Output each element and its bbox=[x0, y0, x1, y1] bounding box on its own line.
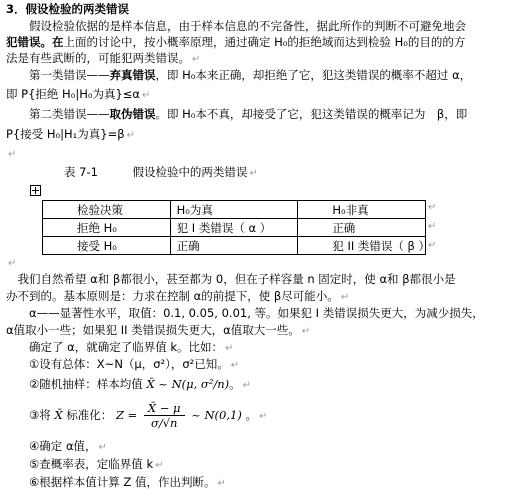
body-line-3: α——显著性水平，取值：0.1, 0.05, 0.01, 等。如果犯 I 类错误损失更大，为减少损失， bbox=[6, 306, 484, 320]
table-header-cell: 检验决策 bbox=[43, 201, 171, 219]
table-caption: 表 7-1 假设检验中的两类错误 ↵ bbox=[64, 165, 258, 179]
table-row bbox=[43, 237, 426, 255]
standardization-fraction: $\frac{X̄ - \mu}{\sigma/√n}$ bbox=[144, 401, 185, 430]
table-cell: 接受 H₀ bbox=[43, 237, 171, 255]
step-5: ⑤查概率表，定临界值 k ↵ bbox=[6, 457, 164, 471]
z-formula-lhs: Z = bbox=[115, 408, 138, 422]
paragraph-mark: ↵ bbox=[192, 54, 201, 65]
type1-error-line: 第一类错误——弃真错误，即 H₀本来正确，却拒绝了它，犯这类错误的概率不超过 α， bbox=[6, 68, 472, 82]
paragraph-1-line-2: 犯错误。在上面的讨论中，按小概率原理，通过确定 H₀的拒绝域而达到检验 H₀的目的的方 bbox=[6, 35, 466, 49]
table-header-cell: H₀非真 bbox=[298, 201, 426, 219]
error-types-table bbox=[42, 200, 431, 255]
type2-probability-line: P{接受 H₀|H₁为真}=β ↵ bbox=[6, 127, 135, 141]
step-2: ②随机抽样：样本均值 X̄ ~ N(μ, σ²/n)。 ↵ bbox=[6, 377, 252, 391]
paragraph-1-line-3: 法是有些武断的，可能犯两类错误。 ↵ bbox=[6, 51, 201, 65]
table-cell: 犯 I 类错误（ α ） bbox=[170, 219, 298, 237]
paragraph-1-line-1: 假设检验依据的是样本信息，由于样本信息的不完备性，据此所作的判断不可避免地会 bbox=[6, 19, 466, 33]
row-end-mark: ↵ bbox=[428, 240, 437, 251]
table-cell: 犯 II 类错误（ β ） bbox=[298, 237, 426, 255]
blank-line: ↵ bbox=[8, 258, 17, 269]
table-cell: 拒绝 H₀ bbox=[43, 219, 171, 237]
body-line-4: α值取小一些；如果犯 II 类错误损失更大，α值取大一些。 ↵ bbox=[6, 323, 311, 337]
step-4: ④确定 α值， ↵ bbox=[6, 439, 107, 453]
table-cell: 正确 bbox=[170, 237, 298, 255]
table-header-row bbox=[43, 201, 426, 219]
step-6: ⑥根据样本值计算 Z 值，作出判断。 ↵ bbox=[6, 475, 226, 489]
row-end-mark: ↵ bbox=[428, 202, 437, 213]
row-end-mark: ↵ bbox=[428, 221, 437, 232]
type1-probability-line: 即 P{拒绝 H₀|H₀为真}≤α ↵ bbox=[6, 87, 151, 101]
section-title-text: 3．假设检验的两类错误 bbox=[6, 2, 130, 16]
type1-error-term: 弃真错误 bbox=[109, 68, 156, 82]
step-1: ①设有总体：X~N（μ，σ²），σ²已知。 ↵ bbox=[6, 357, 240, 371]
type2-error-line: 第二类错误——取伪错误。即 H₀本不真，却接受了它，犯这类错误的概率记为 β，即 bbox=[6, 107, 468, 121]
table-move-handle-icon[interactable] bbox=[30, 185, 41, 196]
step-3: ③将 X̄ 标准化： Z = $\frac{X̄ - \mu}{\sigma/√n}$ ~ N(0,1) 。 ↵ bbox=[6, 401, 268, 430]
sample-mean-distribution-formula: X̄ ~ N(μ, σ²/n) bbox=[146, 377, 230, 391]
blank-line: ↵ bbox=[8, 149, 17, 160]
table-row bbox=[43, 219, 426, 237]
type2-error-term: 取伪错误 bbox=[109, 107, 156, 121]
body-line-1: 我们自然希望 α和 β都很小，甚至都为 0，但在子样容量 n 固定时，使 α和 β都很小是 bbox=[6, 272, 456, 286]
table-cell: 正确 bbox=[298, 219, 426, 237]
body-line-2: 办不到的。基本原则是：力求在控制 α的前提下，使 β尽可能小。 ↵ bbox=[6, 289, 350, 303]
table-header-cell: H₀为真 bbox=[170, 201, 298, 219]
section-title bbox=[6, 1, 129, 17]
body-line-5: 确定了 α，就确定了临界值 k。比如： ↵ bbox=[6, 340, 234, 354]
